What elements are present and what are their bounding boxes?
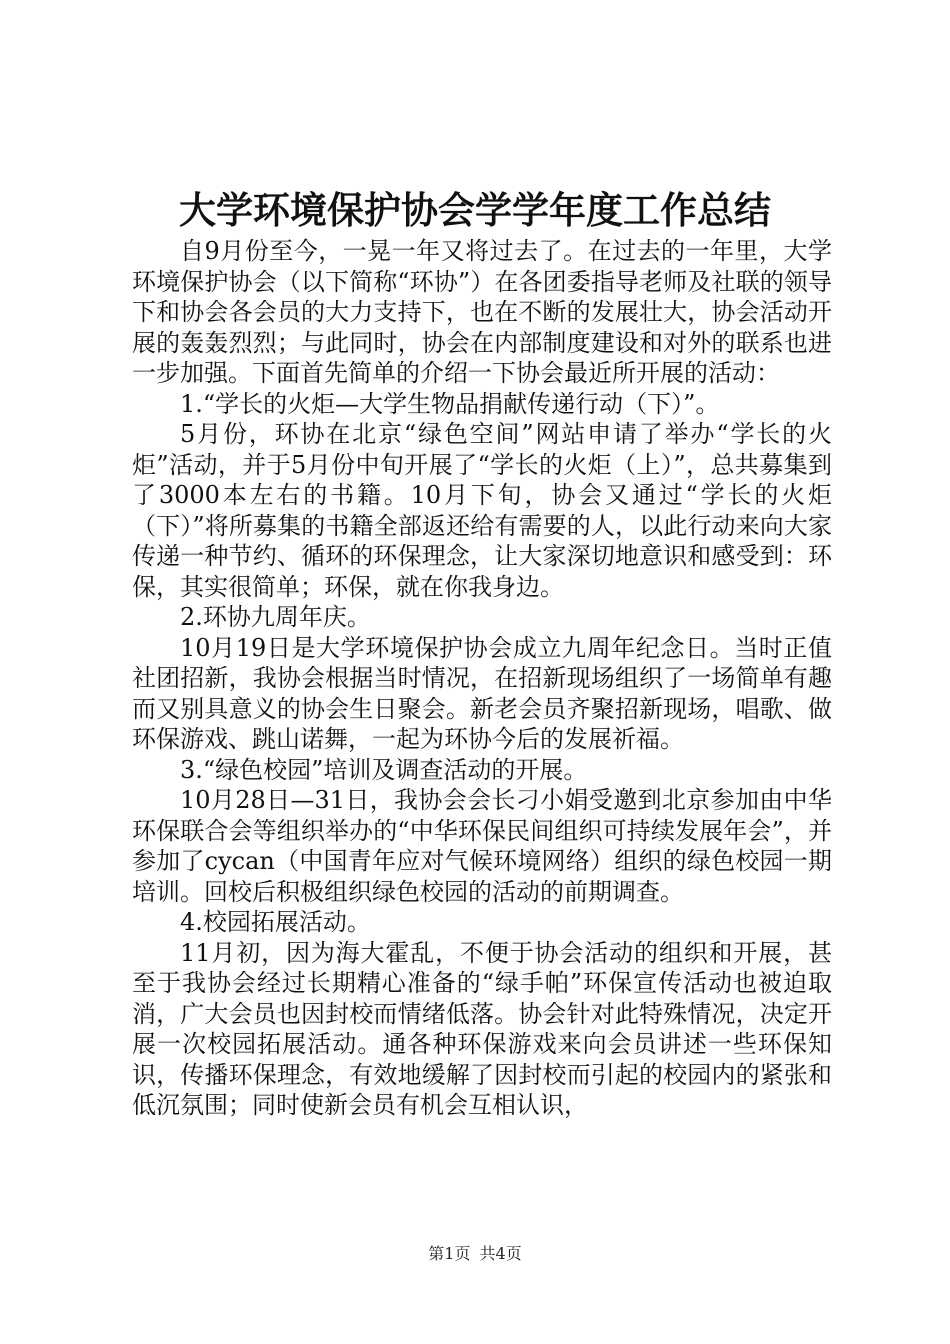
page-footer (0, 1244, 950, 1264)
paragraph-section-4: 11月初，因为海大霍乱，不便于协会活动的组织和开展，甚至于我协会经过长期精心准备的“绿手帕”环保宣传活动也被迫取消，广大会员也因封校而情绪低落。协会针对此特殊情况，决定开展一次校园拓展活动。通各种环保游戏来向会员讲述一些环保知识，传播环保理念，有效地缓解了因封校而引起的校园内的紧张和低沉氛围；同时使新会员有机会互相认识， (132, 938, 832, 1119)
document-body (132, 236, 832, 1121)
section-heading-4: 4.校园拓展活动。 (180, 908, 371, 936)
page-number: 第1页 (428, 1244, 471, 1263)
paragraph-intro: 自9月份至今，一晃一年又将过去了。在过去的一年里，大学环境保护协会（以下简称“环协”）在各团委指导老师及社联的领导下和协会各会员的大力支持下，也在不断的发展壮大，协会活动开展的轰轰烈烈；与此同时，协会在内部制度建设和对外的联系也进一步加强。下面首先简单的介绍一下协会最近所开展的活动： (132, 237, 832, 387)
paragraph-section-3: 10月28日—31日，我协会会长刁小娟受邀到北京参加由中华环保联合会等组织举办的“中华环保民间组织可持续发展年会”，并参加了cycan（中国青年应对气候环境网络）组织的绿色校园一期培训。回校后积极组织绿色校园的活动的前期调查。 (132, 786, 832, 906)
section-heading-3: 3.“绿色校园”培训及调查活动的开展。 (180, 755, 588, 784)
paragraph-section-1: 5月份，环协在北京“绿色空间”网站申请了举办“学长的火炬”活动，并于5月份中旬开展了“学长的火炬（上）”，总共募集到了3000本左右的书籍。10月下旬，协会又通过“学长的火炬（下）”将所募集的书籍全部返还给有需要的人，以此行动来向大家传递一种节约、循环的环保理念，让大家深切地意识和感受到：环保，其实很简单；环保，就在你我身边。 (132, 420, 832, 601)
section-heading-1: 1.“学长的火炬—大学生物品捐献传递行动（下）”。 (180, 389, 720, 418)
paragraph-section-2: 10月19日是大学环境保护协会成立九周年纪念日。当时正值社团招新，我协会根据当时情况，在招新现场组织了一场简单有趣而又别具意义的协会生日聚会。新老会员齐聚招新现场，唱歌、做环保游戏、跳山诺舞，一起为环协今后的发展祈福。 (132, 633, 832, 753)
page-total: 共4页 (479, 1244, 522, 1263)
section-heading-2: 2.环协九周年庆。 (180, 603, 371, 631)
document-title: 大学环境保护协会学学年度工作总结 (179, 188, 771, 232)
